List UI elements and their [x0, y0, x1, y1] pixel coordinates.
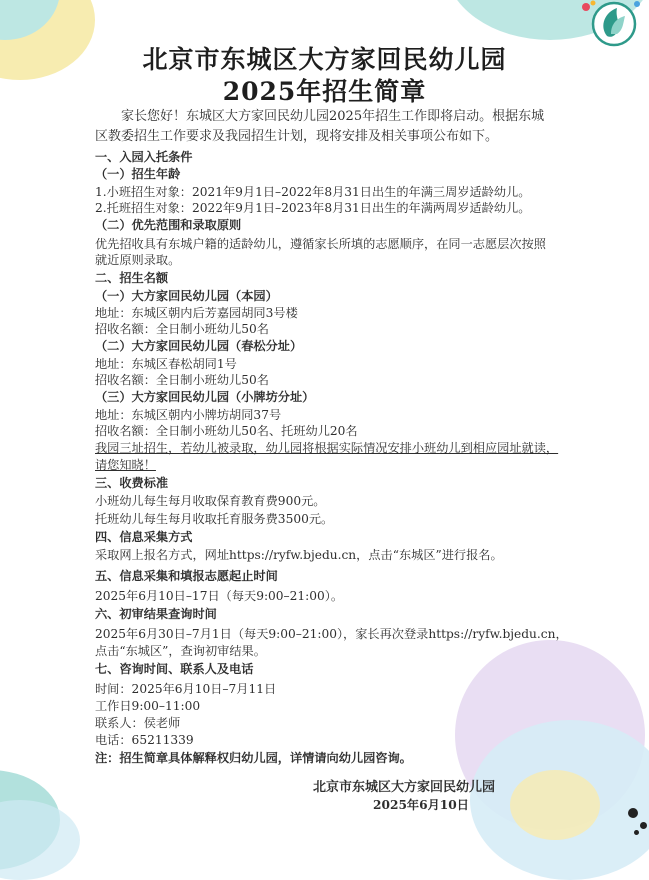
intro-line-1: 家长您好！东城区大方家回民幼儿园2025年招生工作即将启动。根据东城 [121, 109, 545, 124]
footnote: 注：招生简章具体解释权归幼儿园，详情请向幼儿园咨询。 [95, 751, 412, 765]
registration-period: 2025年6月10日–17日（每天9:00–21:00）。 [95, 589, 344, 603]
section-5-heading: 五、信息采集和填报志愿起止时间 [95, 569, 278, 583]
priority-line-1: 优先招收具有东城户籍的适龄幼儿，遵循家长所填的志愿顺序，在同一志愿层次按照 [95, 237, 546, 251]
review-line-1: 2025年6月30日–7月1日（每天9:00–21:00），家长再次登录https://ryfw.bjedu.cn， [95, 627, 568, 641]
signature-date: 2025年6月10日 [373, 798, 469, 812]
campus-3-quota: 招收名额：全日制小班幼儿50名、托班幼儿20名 [95, 424, 358, 438]
section-6-heading: 六、初审结果查询时间 [95, 607, 217, 621]
assignment-note-2: 请您知晓！ [95, 458, 156, 472]
assignment-note-1: 我园三址招生，若幼儿被录取，幼儿园将根据实际情况安排小班幼儿到相应园址就读， [95, 441, 559, 455]
age-criteria-2: 2.托班招生对象：2022年9月1日–2023年8月31日出生的年满两周岁适龄幼儿。 [95, 201, 531, 215]
campus-3-name: （三）大方家回民幼儿园（小牌坊分址） [95, 390, 315, 404]
page-title: 北京市东城区大方家回民幼儿园 [142, 45, 507, 74]
section-7-heading: 七、咨询时间、联系人及电话 [95, 662, 254, 676]
section-1-heading: 一、入园入托条件 [95, 150, 193, 164]
section-1-sub-1: （一）招生年龄 [95, 167, 181, 181]
section-1-sub-2: （二）优先范围和录取原则 [95, 218, 242, 232]
section-4-heading: 四、信息采集方式 [95, 530, 193, 544]
campus-1-quota: 招收名额：全日制小班幼儿50名 [95, 322, 269, 336]
signature-org: 北京市东城区大方家回民幼儿园 [313, 780, 496, 795]
campus-2-quota: 招收名额：全日制小班幼儿50名 [95, 373, 269, 387]
contact-person: 联系人：侯老师 [95, 716, 181, 730]
page-subtitle: 2025年招生简章 [222, 77, 427, 106]
intro-line-2: 区教委招生工作要求及我园招生计划，现将安排及相关事项公布如下。 [95, 129, 499, 144]
priority-line-2: 就近原则录取。 [95, 253, 181, 267]
section-3-heading: 三、收费标准 [95, 476, 169, 490]
fee-line-1: 小班幼儿每生每月收取保育教育费900元。 [95, 494, 326, 508]
campus-2-address: 地址：东城区春松胡同1号 [95, 357, 237, 371]
fee-line-2: 托班幼儿每生每月收取托育服务费3500元。 [95, 512, 334, 526]
consult-hours: 工作日9:00–11:00 [95, 699, 201, 713]
age-criteria-1: 1.小班招生对象：2021年9月1日–2022年8月31日出生的年满三周岁适龄幼儿。 [95, 185, 531, 199]
campus-2-name: （二）大方家回民幼儿园（春松分址） [95, 339, 303, 353]
review-line-2: 点击“东城区”，查询初审结果。 [95, 644, 266, 658]
contact-phone: 电话：65211339 [95, 733, 194, 747]
section-2-heading: 二、招生名额 [95, 271, 169, 285]
registration-method: 采取网上报名方式，网址https://ryfw.bjedu.cn，点击“东城区”进行报名。 [95, 548, 503, 562]
consult-time: 时间：2025年6月10日–7月11日 [95, 682, 277, 696]
campus-3-address: 地址：东城区朝内小牌坊胡同37号 [95, 408, 282, 422]
campus-1-name: （一）大方家回民幼儿园（本园） [95, 289, 278, 303]
campus-1-address: 地址：东城区朝内后芳嘉园胡同3号楼 [95, 306, 298, 320]
